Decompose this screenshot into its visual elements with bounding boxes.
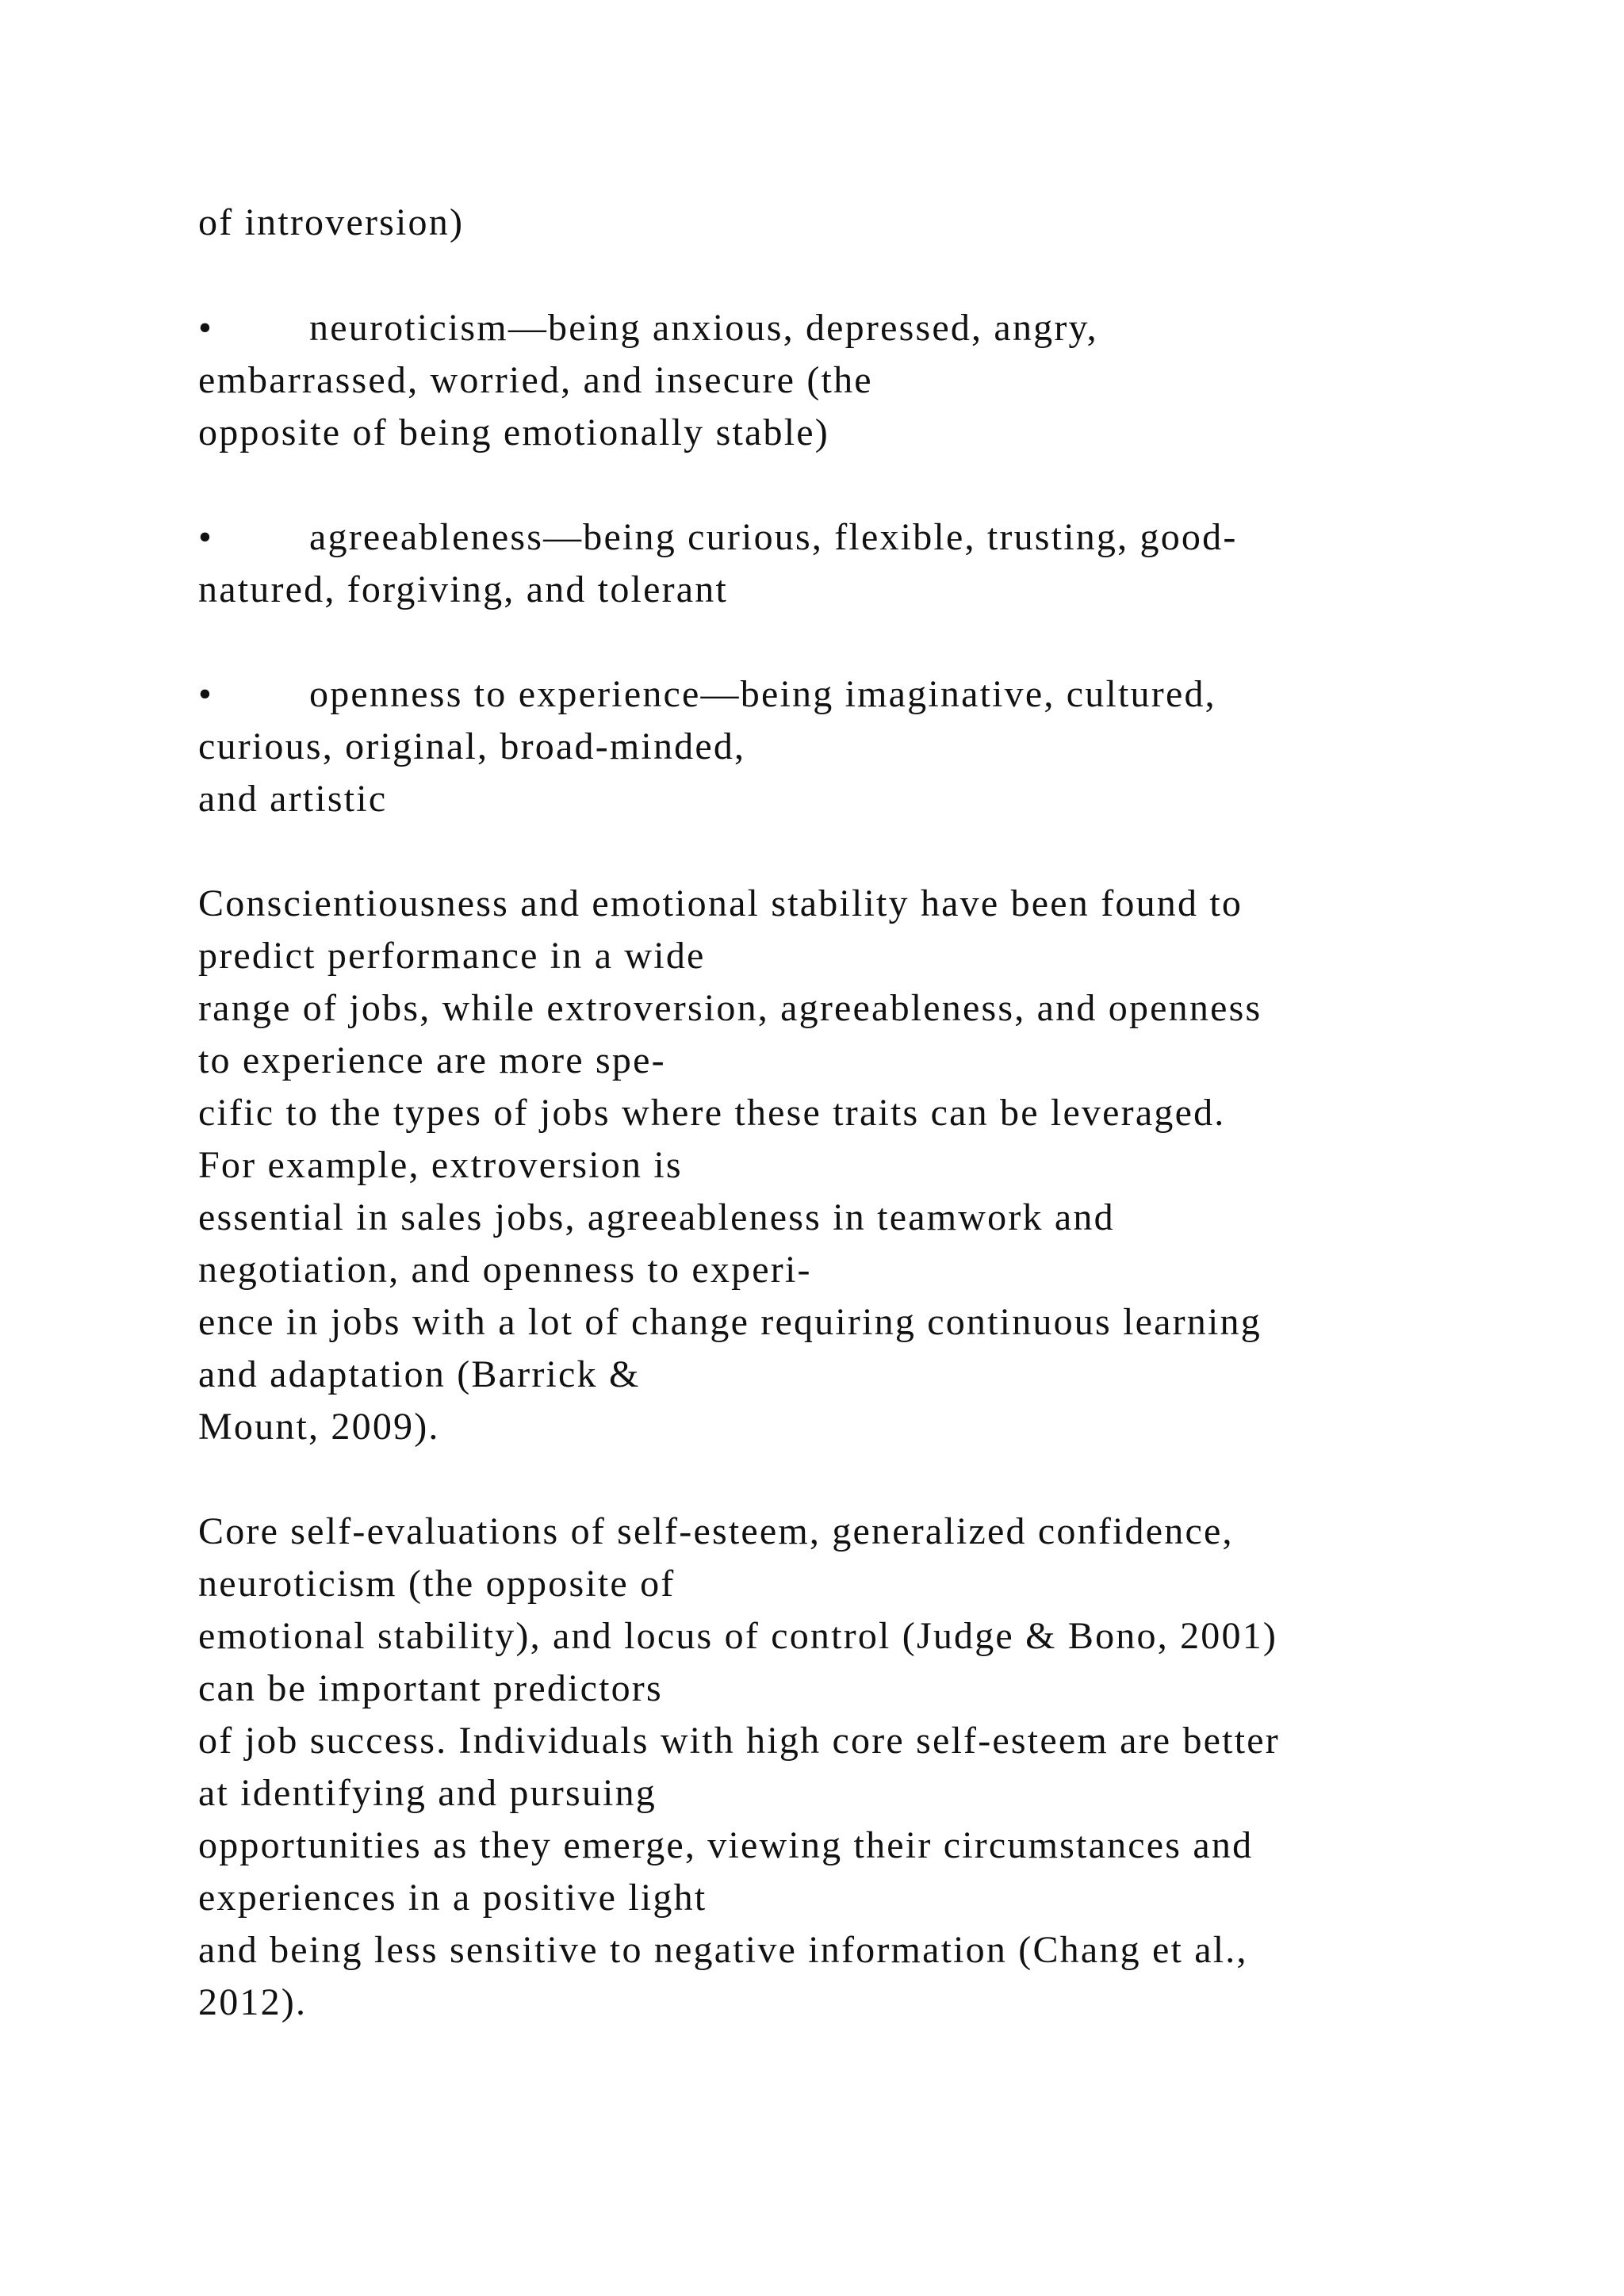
paragraph-2-line: can be important predictors [198,1667,663,1709]
paragraph-1-line: essential in sales jobs, agreeableness in teamwork and [198,1196,1115,1238]
bullet-neuroticism-line-1: neuroticism—being anxious, depressed, angry, [309,307,1098,349]
bullet-openness-line-2: curious, original, broad-minded, [198,725,746,767]
bullet-neuroticism-line-3: opposite of being emotionally stable) [198,411,829,453]
bullet-agreeableness-line-2: natured, forgiving, and tolerant [198,568,729,610]
paragraph-2-line: emotional stability), and locus of control (Judge & Bono, 2001) [198,1615,1278,1657]
paragraph-2-line: experiences in a positive light [198,1877,707,1919]
paragraph-2-line: 2012). [198,1981,308,2023]
intro-line: of introversion) [198,201,465,243]
bullet-symbol: • [198,673,212,715]
paragraph-1-line: predict performance in a wide [198,935,706,977]
paragraph-1-line: ence in jobs with a lot of change requiring continuous learning [198,1301,1262,1343]
paragraph-1-line: range of jobs, while extroversion, agreeableness, and openness [198,987,1262,1029]
paragraph-1-line: Mount, 2009). [198,1406,440,1448]
paragraph-2-line: Core self-evaluations of self-esteem, generalized confidence, [198,1510,1234,1552]
paragraph-1-line: Conscientiousness and emotional stability have been found to [198,882,1243,924]
paragraph-2-line: of job success. Individuals with high core self-esteem are better [198,1720,1280,1762]
bullet-openness-line-1: openness to experience—being imaginative, cultured, [309,673,1216,715]
bullet-symbol: • [198,307,212,349]
paragraph-1-line: negotiation, and openness to experi- [198,1249,812,1291]
paragraph-2-line: at identifying and pursuing [198,1772,657,1814]
paragraph-2-line: opportunities as they emerge, viewing their circumstances and [198,1824,1254,1866]
paragraph-2-line: neuroticism (the opposite of [198,1563,676,1605]
paragraph-1-line: to experience are more spe- [198,1039,666,1081]
bullet-symbol: • [198,516,212,558]
bullet-openness-line-3: and artistic [198,778,388,820]
paragraph-2-line: and being less sensitive to negative information (Chang et al., [198,1929,1248,1971]
bullet-neuroticism-line-2: embarrassed, worried, and insecure (the [198,359,873,401]
bullet-agreeableness-line-1: agreeableness—being curious, flexible, trusting, good- [309,516,1238,558]
paragraph-1-line: and adaptation (Barrick & [198,1353,641,1395]
paragraph-1-line: cific to the types of jobs where these traits can be leveraged. [198,1092,1226,1134]
paragraph-1-line: For example, extroversion is [198,1144,683,1186]
